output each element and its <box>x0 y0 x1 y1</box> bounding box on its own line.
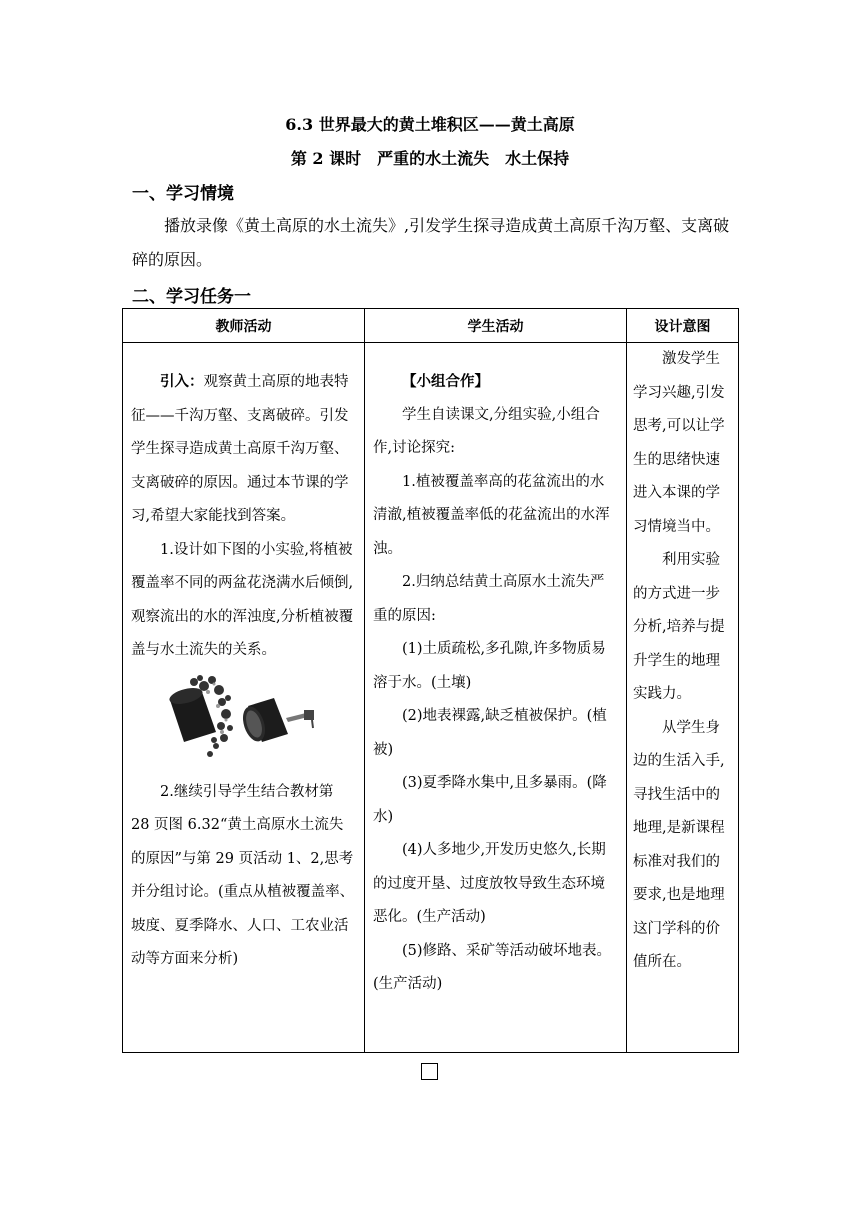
teacher-step1: 1.设计如下图的小实验,将植被覆盖率不同的两盆花浇满水后倾倒,观察流出的水的浑浊度,分析植被覆盖与水土流失的关系。 <box>131 541 354 658</box>
student-p6: (4)人多地少,开发历史悠久,长期的过度开垦、过度放牧导致生态环境恶化。(生产活动) <box>373 842 606 925</box>
flower-pot-image <box>164 670 324 762</box>
table-header-row <box>123 309 739 343</box>
section1-text: 播放录像《黄土高原的水土流失》,引发学生探寻造成黄土高原千沟万壑、支离破碎的原因。 <box>132 216 730 269</box>
lesson-table <box>122 308 739 1053</box>
student-p4: (2)地表裸露,缺乏植被保护。(植被) <box>373 708 607 758</box>
header-teacher: 教师活动 <box>123 309 365 343</box>
design-p2: 利用实验的方式进一步分析,培养与提升学生的地理实践力。 <box>633 552 725 702</box>
teacher-step2: 2.继续引导学生结合教材第 28 页图 6.32“黄土高原水土流失的原因”与第 29 页活动 1、2,思考并分组讨论。(重点从植被覆盖率、坡度、夏季降水、人口、工农业活动等方面来分析) <box>131 783 355 967</box>
design-intent-cell <box>627 343 739 1053</box>
header-design: 设计意图 <box>627 309 739 343</box>
table-row <box>123 343 739 1053</box>
teacher-intro <box>131 365 356 534</box>
section1-heading: 一、学习情境 <box>132 184 234 204</box>
left-pot-icon <box>167 675 232 757</box>
intro-text: 观察黄土高原的地表特征——千沟万壑、支离破碎。引发学生探寻造成黄土高原千沟万壑、支离破碎的原因。通过本节课的学习,希望大家能找到答案。 <box>131 374 349 524</box>
student-p2: 2.归纳总结黄土高原水土流失严重的原因: <box>373 574 605 624</box>
page-title: 6.3 世界最大的黄土堆积区——黄土高原 <box>285 115 575 134</box>
section2-heading: 二、学习任务一 <box>132 287 251 307</box>
design-p1: 激发学生学习兴趣,引发思考,可以让学生的思绪快速进入本课的学习情境当中。 <box>633 351 725 535</box>
experiment-illustration <box>131 670 356 762</box>
student-p1: 1.植被覆盖率高的花盆流出的水清澈,植被覆盖率低的花盆流出的水浑浊。 <box>373 473 610 557</box>
student-p5: (3)夏季降水集中,且多暴雨。(降水) <box>373 775 607 825</box>
teacher-activity-cell <box>123 343 365 1053</box>
student-p0: 学生自读课文,分组实验,小组合作,讨论探究: <box>373 406 600 456</box>
right-pot-icon <box>238 698 313 744</box>
header-student: 学生活动 <box>365 309 627 343</box>
intro-label: 引入： <box>160 373 204 390</box>
page-subtitle: 第 2 课时 严重的水土流失 水土保持 <box>290 149 570 168</box>
design-p3: 从学生身边的生活入手,寻找生活中的地理,是新课程标准对我们的要求,也是地理这门学科的价值所在。 <box>633 719 725 970</box>
checkbox-square-icon <box>421 1063 438 1080</box>
student-p7: (5)修路、采矿等活动破坏地表。(生产活动) <box>373 942 612 992</box>
student-activity-cell <box>365 343 627 1053</box>
group-label: 【小组合作】 <box>402 373 489 390</box>
student-p3: (1)土质疏松,多孔隙,许多物质易溶于水。(土壤) <box>373 641 606 691</box>
